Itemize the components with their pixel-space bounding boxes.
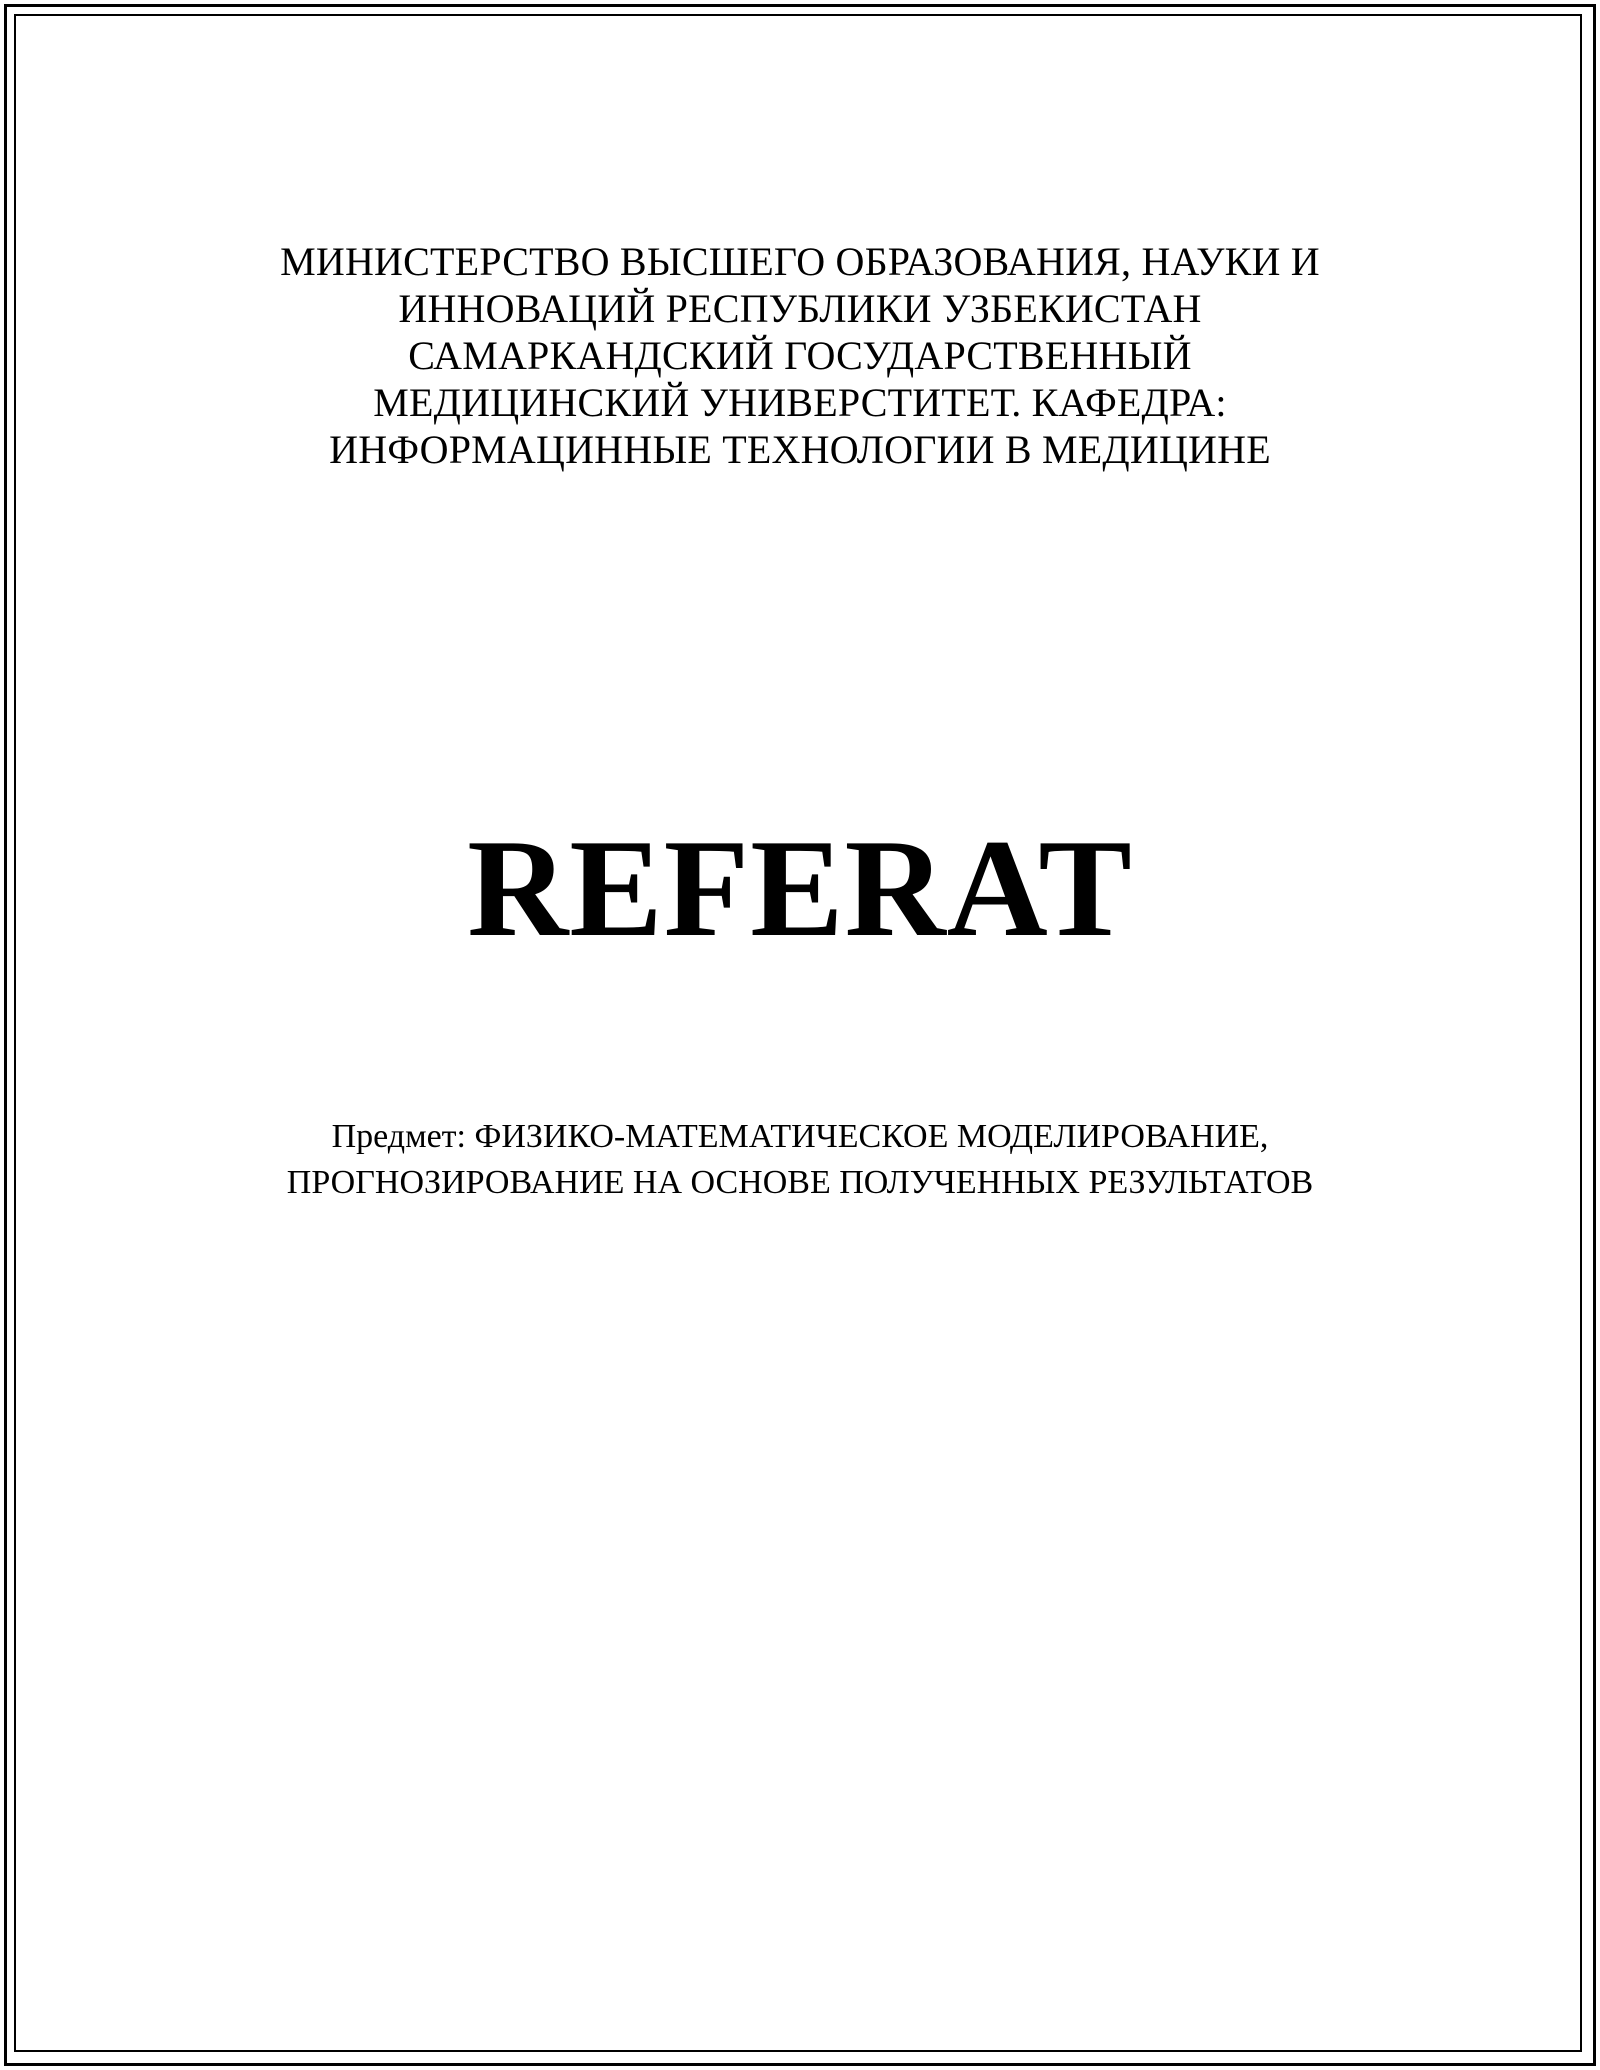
header-line: МИНИСТЕРСТВО ВЫСШЕГО ОБРАЗОВАНИЯ, НАУКИ И xyxy=(280,239,1320,284)
header-line: ИНФОРМАЦИННЫЕ ТЕХНОЛОГИИ В МЕДИЦИНЕ xyxy=(329,427,1271,472)
header-line: САМАРКАНДСКИЙ ГОСУДАРСТВЕННЫЙ xyxy=(408,333,1192,378)
document-title: REFERAT xyxy=(467,811,1133,966)
institution-header xyxy=(0,238,1600,473)
subject-line: ПРОГНОЗИРОВАНИЕ НА ОСНОВЕ ПОЛУЧЕННЫХ РЕЗУЛЬТАТОВ xyxy=(286,1164,1314,1201)
subject-block xyxy=(0,1114,1600,1206)
header-line: ИННОВАЦИЙ РЕСПУБЛИКИ УЗБЕКИСТАН xyxy=(398,286,1202,331)
subject-line: Предмет: ФИЗИКО-МАТЕМАТИЧЕСКОЕ МОДЕЛИРОВАНИЕ, xyxy=(331,1118,1269,1155)
header-line: МЕДИЦИНСКИЙ УНИВЕРСТИТЕТ. КАФЕДРА: xyxy=(373,380,1227,425)
